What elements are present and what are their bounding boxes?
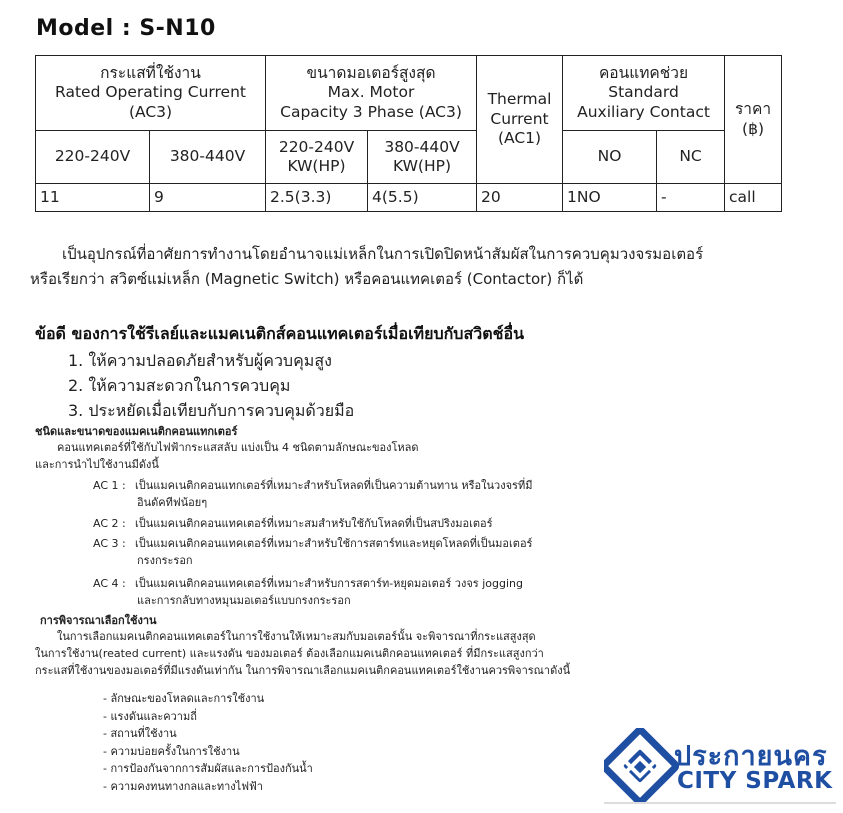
consider-line-1: ในการเลือกแมคเนติกคอนแทคเตอร์ในการใช้งานให้เหมาะสมกับมอเตอร์นั้น จะพิจารณาที่กระแสสูงสุด [57,630,536,643]
list-item: - สถานที่ใช้งาน [103,727,177,740]
sub-header-no: NO [563,131,657,184]
cell-kw-220: 2.5(3.3) [266,184,368,212]
ac1-text: เป็นแมคเนติกคอนแทกเตอร์ที่เหมาะสำหรับโหลดที่เป็นความต้านทาน หรือในวงจรที่มี [135,479,533,492]
table-row [36,184,782,212]
ac4-item [93,575,523,609]
sub-header-kw-380: 380-440V KW(HP) [368,131,477,184]
consider-line-2: ในการใช้งาน(reated current) และแรงดัน ของมอเตอร์ ต้องเลือกแมคเนติกคอนแทคเตอร์ ที่มีกระแสสูงกว่า [35,647,544,660]
list-item: - การป้องกันจากการสัมผัสและการป้องกันน้ำ [103,762,313,775]
consider-list [103,690,313,795]
header-price: ราคา (฿) [725,56,782,184]
advantages-heading: ข้อดี ของการใช้รีเลย์และแมคเนติกส์คอนแทคเตอร์เมื่อเทียบกับสวิตช์อื่น [35,324,525,343]
ac4-text: เป็นแมคเนติกคอนแทคเตอร์ที่เหมาะสำหรับการสตาร์ท-หยุดมอเตอร์ วงจร jogging [135,577,523,590]
consider-line-3: กระแสที่ใช้งานของมอเตอร์ที่มีแรงดันเท่ากัน ในการพิจารณาเลือกแมคเนติกคอนแทคเตอร์ใช้งานควรพิจารณาดังนี้ [35,664,571,677]
cell-nc: - [657,184,725,212]
list-item: 2. ให้ความสะดวกในการควบคุม [68,376,291,395]
header-aux-contact: คอนแทคช่วย Standard Auxiliary Contact [563,56,725,131]
sub-header-380-440: 380-440V [150,131,266,184]
logo-thai-text: ประกายนคร [674,741,828,772]
types-intro-line-2: และการนำไปใช้งานมีดังนี้ [35,458,159,471]
ac1-continuation: อินดัคทีฟน้อยๆ [137,496,208,509]
list-item: - ความบ่อยครั้งในการใช้งาน [103,744,240,758]
sub-header-kw-220: 220-240V KW(HP) [266,131,368,184]
list-item: - ความคงทนทางกลและทางไฟฟ้า [103,779,263,793]
consider-heading: การพิจารณาเลือกใช้งาน [40,614,157,627]
list-item: - ลักษณะของโหลดและการใช้งาน [103,692,265,705]
ac3-item [93,535,532,569]
ac3-text: เป็นแมคเนติกคอนแทคเตอร์ที่เหมาะสำหรับใช้การสตาร์ทและหยุดโหลดที่เป็นมอเตอร์ [135,537,533,550]
types-heading: ชนิดและขนาดของแมคเนติกคอนแทกเตอร์ [35,425,238,438]
cell-thermal: 20 [477,184,563,212]
cell-no: 1NO [563,184,657,212]
header-max-motor: ขนาดมอเตอร์สูงสุด Max. Motor Capacity 3 Phase (AC3) [266,56,477,131]
intro-paragraph [30,242,840,292]
logo-english-text: CITY SPARK [677,768,833,794]
list-item: 3. ประหยัดเมื่อเทียบกับการควบคุมด้วยมือ [68,401,355,420]
intro-line-1: เป็นอุปกรณ์ที่อาศัยการทำงานโดยอำนาจแม่เหล็กในการเปิดปิดหน้าสัมผัสในการควบคุมวงจรมอเตอร์ [62,245,704,263]
advantages-list [68,348,354,423]
list-item: - แรงดันและความถี่ [103,709,197,723]
ac2-code: AC 2 : [93,517,126,530]
cell-current-380: 9 [150,184,266,212]
ac2-text: เป็นแมคเนติกคอนแทคเตอร์ที่เหมาะสมสำหรับใช้กับโหลดที่เป็นสปริงมอเตอร์ [135,517,493,530]
ac3-code: AC 3 : [93,537,126,550]
ac3-continuation: กรงกระรอก [137,554,193,567]
header-rated-current: กระแสที่ใช้งาน Rated Operating Current (AC3) [36,56,266,131]
sub-header-220-240: 220-240V [36,131,150,184]
list-item: 1. ให้ความปลอดภัยสำหรับผู้ควบคุมสูง [68,351,332,370]
spec-table [35,55,782,212]
cell-current-220: 11 [36,184,150,212]
ac2-item [93,515,493,532]
page-title: Model : S-N10 [36,16,216,41]
cell-kw-380: 4(5.5) [368,184,477,212]
types-intro-line-1: คอนแทคเตอร์ที่ใช้กับไฟฟ้ากระแสสลับ แบ่งเป็น 4 ชนิดตามลักษณะของโหลด [57,441,419,454]
cell-price: call [725,184,782,212]
ac4-code: AC 4 : [93,577,126,590]
intro-line-2: หรือเรียกว่า สวิตซ์แม่เหล็ก (Magnetic Switch) หรือคอนแทคเตอร์ (Contactor) ก็ได้ [30,270,584,288]
consider-paragraph [35,628,570,679]
ac4-continuation: และการกลับทางหมุนมอเตอร์แบบกรงกระรอก [137,594,351,607]
ac1-item [93,477,532,511]
types-intro [35,439,419,473]
header-thermal-current: Thermal Current (AC1) [477,56,563,184]
sub-header-nc: NC [657,131,725,184]
ac1-code: AC 1 : [93,479,126,492]
